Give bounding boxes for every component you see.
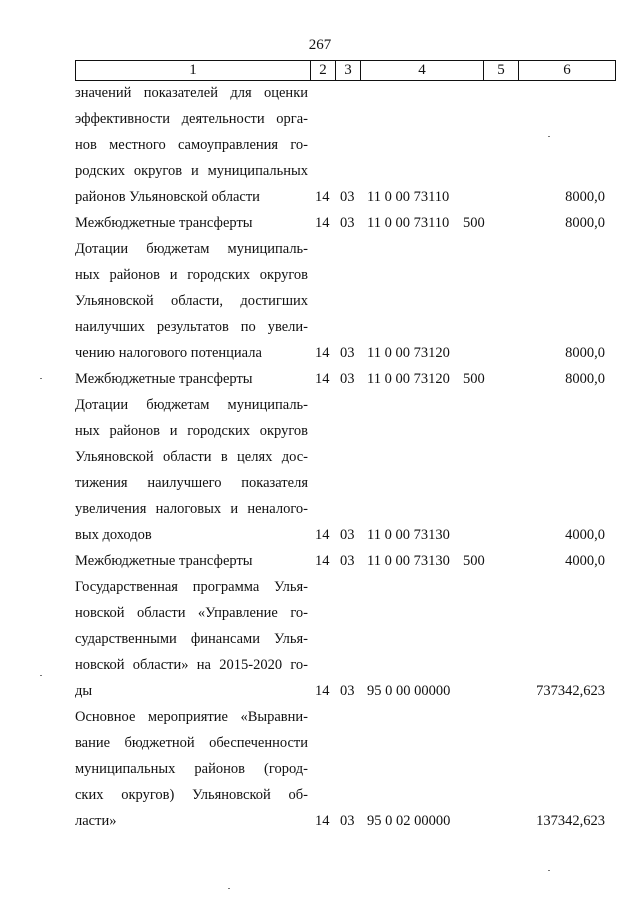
cell-c6: 8000,0 <box>565 189 605 205</box>
description-line: Государственная программа Улья- <box>75 579 308 595</box>
cell-c3: 03 <box>340 553 355 569</box>
row-codes <box>75 340 615 366</box>
description-line: Дотации бюджетам муниципаль- <box>75 241 308 257</box>
cell-c3: 03 <box>340 189 355 205</box>
table-row <box>75 704 615 834</box>
cell-c6: 737342,623 <box>536 683 605 699</box>
description-line: родских округов и муниципальных <box>75 163 308 179</box>
description-line: вание бюджетной обеспеченности <box>75 735 308 751</box>
table-row <box>75 210 615 236</box>
row-codes <box>75 678 615 704</box>
cell-c3: 03 <box>340 345 355 361</box>
description-line: наилучших результатов по увели- <box>75 319 308 335</box>
description-line: ских округов) Ульяновской об- <box>75 787 308 803</box>
cell-c6: 4000,0 <box>565 553 605 569</box>
description-line: увеличения налоговых и неналого- <box>75 501 308 517</box>
cell-c4: 95 0 00 00000 <box>367 683 451 699</box>
cell-c4: 11 0 00 73120 <box>367 371 450 387</box>
description-line: Межбюджетные трансферты <box>75 371 253 387</box>
cell-c6: 8000,0 <box>565 371 605 387</box>
scan-speck <box>228 888 230 889</box>
cell-c2: 14 <box>315 527 330 543</box>
table-row <box>75 236 615 366</box>
description-line: тижения наилучшего показателя <box>75 475 308 491</box>
row-codes <box>75 808 615 834</box>
cell-c5: 500 <box>463 553 485 569</box>
description-line: сударственными финансами Улья- <box>75 631 308 647</box>
table-row <box>75 392 615 548</box>
cell-c3: 03 <box>340 371 355 387</box>
description-line: муниципальных районов (город- <box>75 761 308 777</box>
column-header-4: 4 <box>361 61 484 80</box>
cell-c5: 500 <box>463 215 485 231</box>
scan-speck <box>548 870 550 871</box>
cell-c5: 500 <box>463 371 485 387</box>
cell-c4: 11 0 00 73130 <box>367 553 450 569</box>
cell-c4: 95 0 02 00000 <box>367 813 451 829</box>
cell-c2: 14 <box>315 371 330 387</box>
description-line: ласти» <box>75 813 117 829</box>
column-header-1: 1 <box>76 61 311 80</box>
cell-c4: 11 0 00 73110 <box>367 189 450 205</box>
column-header-2: 2 <box>311 61 336 80</box>
description-line: ды <box>75 683 93 699</box>
row-codes <box>75 366 615 392</box>
cell-c6: 4000,0 <box>565 527 605 543</box>
row-codes <box>75 210 615 236</box>
description-line: нов местного самоуправления го- <box>75 137 308 153</box>
description-line: новской области «Управление го- <box>75 605 308 621</box>
description-line: ных районов и городских округов <box>75 267 308 283</box>
description-line: эффективности деятельности орга- <box>75 111 308 127</box>
cell-c3: 03 <box>340 813 355 829</box>
column-header-3: 3 <box>336 61 361 80</box>
cell-c2: 14 <box>315 345 330 361</box>
cell-c3: 03 <box>340 683 355 699</box>
row-codes <box>75 522 615 548</box>
table-body <box>75 80 615 834</box>
cell-c2: 14 <box>315 813 330 829</box>
description-line: значений показателей для оценки <box>75 85 308 101</box>
column-header-6: 6 <box>563 62 571 78</box>
scan-speck <box>40 675 42 676</box>
cell-c6: 8000,0 <box>565 345 605 361</box>
description-line: Межбюджетные трансферты <box>75 215 253 231</box>
cell-c3: 03 <box>340 527 355 543</box>
description-line: Ульяновской области, достигших <box>75 293 308 309</box>
cell-c2: 14 <box>315 189 330 205</box>
cell-c6: 137342,623 <box>536 813 605 829</box>
table-row <box>75 574 615 704</box>
description-line: Ульяновской области в целях дос- <box>75 449 308 465</box>
description-line: Межбюджетные трансферты <box>75 553 253 569</box>
row-codes <box>75 184 615 210</box>
table-row <box>75 366 615 392</box>
description-line: районов Ульяновской области <box>75 189 260 205</box>
description-line: чению налогового потенциала <box>75 345 262 361</box>
page-number: 267 <box>308 37 332 53</box>
description-line: ных районов и городских округов <box>75 423 308 439</box>
table-header <box>75 60 616 81</box>
description-line: Основное мероприятие «Выравни- <box>75 709 308 725</box>
table-row <box>75 80 615 210</box>
description-line: новской области» на 2015-2020 го- <box>75 657 308 673</box>
cell-c4: 11 0 00 73120 <box>367 345 450 361</box>
cell-c4: 11 0 00 73130 <box>367 527 450 543</box>
cell-c2: 14 <box>315 215 330 231</box>
row-codes <box>75 548 615 574</box>
description-line: Дотации бюджетам муниципаль- <box>75 397 308 413</box>
column-header-5: 5 <box>484 61 519 80</box>
scan-speck <box>40 378 42 379</box>
table-row <box>75 548 615 574</box>
cell-c2: 14 <box>315 683 330 699</box>
description-line: вых доходов <box>75 527 152 543</box>
scan-speck <box>548 136 550 137</box>
cell-c3: 03 <box>340 215 355 231</box>
cell-c4: 11 0 00 73110 <box>367 215 450 231</box>
cell-c6: 8000,0 <box>565 215 605 231</box>
cell-c2: 14 <box>315 553 330 569</box>
